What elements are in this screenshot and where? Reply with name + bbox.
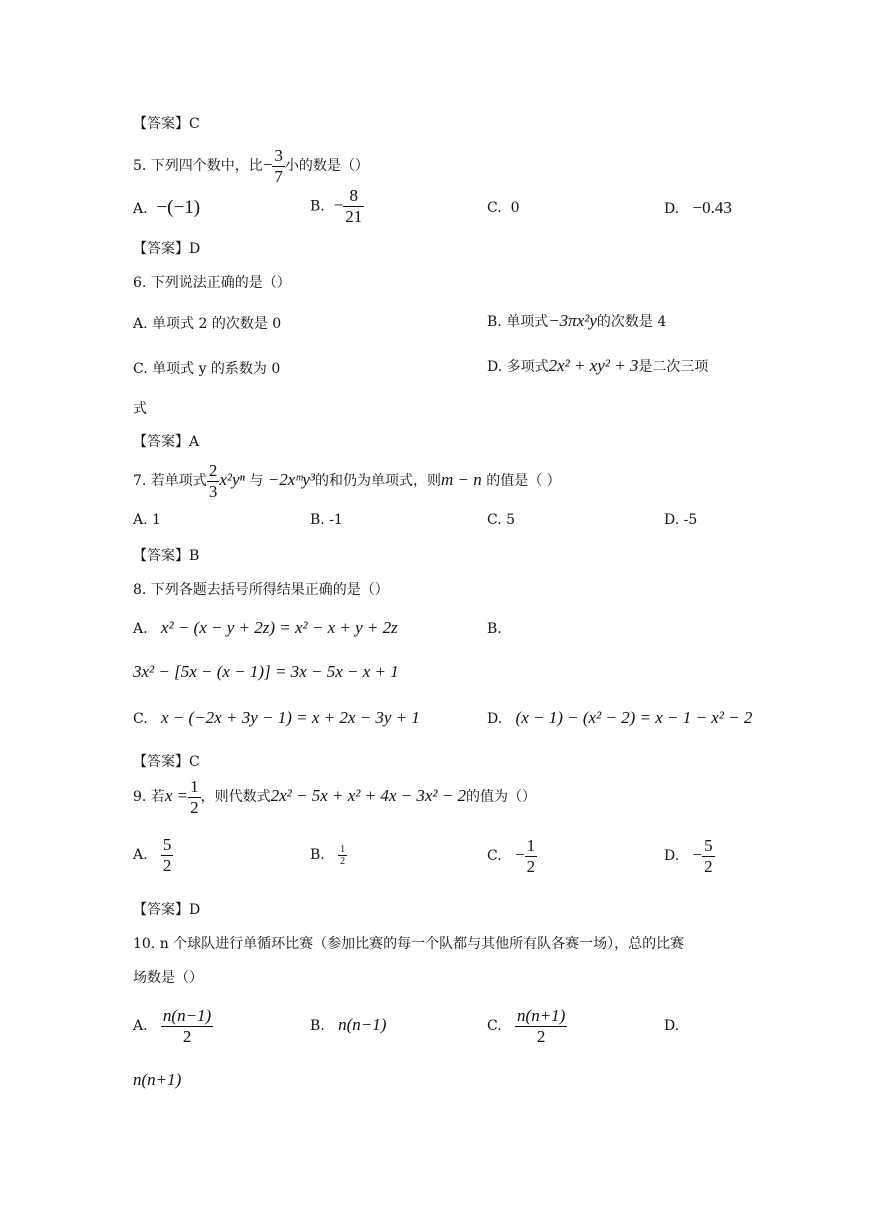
q6-opt-d-label: D. 多项式 (487, 359, 549, 375)
answer-q5: 【答案】D (133, 241, 201, 257)
question-10-line-2: 场数是（） (133, 970, 203, 986)
q10-opt-c-label: C. (487, 1018, 502, 1034)
q5-minus: − (262, 155, 273, 174)
q9-option-a (133, 833, 173, 877)
q7-expr: m − n (441, 470, 482, 489)
q6-option-b (487, 311, 666, 331)
q9-opt-d-minus: − (692, 845, 703, 864)
answer-q6: 【答案】A (133, 434, 200, 450)
answer-q9: 【答案】D (133, 902, 201, 918)
q7-mid: 与 (249, 473, 264, 489)
q5-opt-b-den: 21 (345, 207, 363, 226)
q5-opt-a-math: −(−1) (156, 197, 201, 218)
q9-opt-d-fraction (702, 836, 715, 877)
q5-option-b (310, 186, 364, 227)
question-6: 6. 下列说法正确的是（） (133, 275, 291, 291)
q10-opt-a-den: 2 (182, 1026, 192, 1046)
q9-opt-a-den: 2 (162, 855, 172, 875)
q7-frac-num: 2 (208, 460, 218, 480)
q9-expr: 2x² − 5x + x² + 4x − 3x² − 2 (270, 786, 466, 805)
q10-option-a (133, 1003, 213, 1049)
question-8: 8. 下列各题去括号所得结果正确的是（） (133, 582, 389, 598)
q10-opt-a-fraction (161, 1006, 213, 1047)
q10-opt-b-math: n(n−1) (338, 1015, 387, 1034)
q7-option-c: C. 5 (487, 512, 516, 528)
q8-option-b (133, 662, 399, 682)
q8-opt-d-label: D. (487, 711, 503, 727)
q8-option-b-label: B. (487, 621, 502, 637)
answer-q8: 【答案】C (133, 754, 200, 770)
q9-option-c (487, 833, 537, 878)
q5-opt-b-label: B. (310, 198, 325, 215)
q10-opt-b-label: B. (310, 1018, 325, 1034)
question-7 (133, 460, 561, 502)
q9-suffix: 的值为（） (465, 789, 536, 805)
q5-suffix: 小的数是（） (284, 158, 369, 174)
q8-opt-b-math: 3x² − [5x − (x − 1)] = 3x − 5x − x + 1 (133, 662, 399, 681)
q5-opt-a-label: A. (133, 201, 148, 217)
q9-option-d (664, 833, 715, 878)
q5-frac-num: 3 (274, 145, 283, 165)
q8-option-c (133, 708, 420, 728)
q10-option-b (310, 1015, 386, 1035)
q9-opt-d-den: 2 (704, 856, 713, 876)
question-9 (133, 776, 536, 818)
q5-fraction (272, 146, 285, 187)
q7-frac-den: 3 (208, 481, 218, 501)
q9-opt-b-fraction (338, 844, 347, 867)
q5-opt-c-value: 0 (510, 200, 520, 216)
q7-term2: −2xᵐy³ (267, 470, 316, 489)
q5-option-d (664, 198, 732, 218)
q7-term1: x²yⁿ (219, 470, 245, 489)
q6-option-d (487, 356, 708, 376)
q7-suffix: 的值是（ ） (486, 473, 561, 489)
q10-opt-c-fraction (515, 1006, 567, 1047)
q7-option-d: D. -5 (664, 512, 698, 528)
q5-opt-d-math: −0.43 (692, 198, 732, 217)
q9-opt-a-fraction (161, 835, 174, 876)
q6-option-a: A. 单项式 2 的次数是 0 (133, 316, 282, 332)
q6-opt-b-label: B. 单项式 (487, 314, 549, 330)
q10-opt-c-den: 2 (536, 1026, 546, 1046)
q7-prefix: 7. 若单项式 (133, 473, 207, 489)
q5-opt-d-label: D. (664, 201, 680, 217)
question-10-line-1: 10. n 个球队进行单循环比赛（参加比赛的每一个队都与其他所有队各赛一场），总的比赛 (133, 936, 685, 952)
q9-opt-c-label: C. (487, 848, 502, 864)
q9-opt-b-label: B. (310, 847, 325, 863)
q10-option-c (487, 1003, 567, 1049)
q10-option-d-label: D. (664, 1018, 680, 1034)
q5-opt-b-num: 8 (343, 186, 364, 207)
q9-opt-d-label: D. (664, 848, 680, 864)
q6-opt-b-math: −3πx²y (548, 311, 597, 330)
q5-opt-c-label: C. (487, 200, 502, 216)
q8-opt-c-math: x − (−2x + 3y − 1) = x + 2x − 3y + 1 (161, 708, 420, 727)
q9-opt-c-num: 1 (526, 835, 536, 855)
q9-var: x = (164, 786, 189, 805)
q5-option-c (487, 200, 520, 216)
q7-option-a: A. 1 (133, 512, 161, 528)
q7-option-b: B. -1 (310, 512, 343, 528)
q9-opt-d-num: 5 (704, 835, 713, 855)
q9-option-b (310, 833, 347, 877)
q9-opt-c-minus: − (515, 845, 525, 864)
q5-frac-den: 7 (274, 166, 283, 186)
q10-option-d (133, 1070, 181, 1090)
q9-fraction (188, 777, 201, 818)
q7-mid2: 的和仍为单项式，则 (315, 473, 442, 489)
q6-option-d-wrap: 式 (133, 401, 147, 417)
answer-q4: 【答案】C (133, 116, 200, 132)
q6-opt-d-math: 2x² + xy² + 3 (548, 356, 639, 375)
q9-opt-b-num: 1 (340, 843, 346, 855)
q9-opt-c-fraction (525, 836, 538, 877)
q10-opt-c-num: n(n+1) (517, 1005, 566, 1025)
q9-prefix: 9. 若 (133, 789, 165, 805)
q8-opt-a-label: A. (133, 621, 148, 637)
q9-opt-b-den: 2 (340, 855, 346, 867)
q9-frac-den: 2 (190, 797, 199, 817)
question-5 (133, 145, 369, 187)
q6-opt-d-suffix: 是二次三项 (638, 359, 709, 375)
q6-opt-b-suffix: 的次数是 4 (596, 314, 667, 330)
q9-frac-num: 1 (190, 776, 199, 796)
q8-opt-d-math: (x − 1) − (x² − 2) = x − 1 − x² − 2 (515, 708, 753, 727)
q7-fraction (207, 461, 220, 502)
answer-q7: 【答案】B (133, 548, 200, 564)
q9-opt-a-num: 5 (162, 834, 172, 854)
q8-option-a (133, 618, 398, 638)
q8-opt-a-math: x² − (x − y + 2z) = x² − x + y + 2z (160, 618, 398, 637)
q5-opt-b-fraction (343, 186, 364, 227)
q10-opt-d-math: n(n+1) (133, 1070, 182, 1089)
q5-option-a (133, 197, 200, 219)
q8-opt-c-label: C. (133, 711, 148, 727)
q10-opt-a-num: n(n−1) (162, 1005, 212, 1025)
q9-mid: ，则代数式 (200, 789, 271, 805)
q5-prefix: 5. 下列四个数中，比 (133, 158, 263, 174)
q5-opt-b-minus: − (333, 195, 344, 215)
q6-option-c: C. 单项式 y 的系数为 0 (133, 361, 281, 377)
q8-option-d (487, 708, 752, 728)
q9-opt-a-label: A. (133, 847, 148, 863)
q10-opt-a-label: A. (133, 1018, 148, 1034)
q9-opt-c-den: 2 (526, 856, 536, 876)
